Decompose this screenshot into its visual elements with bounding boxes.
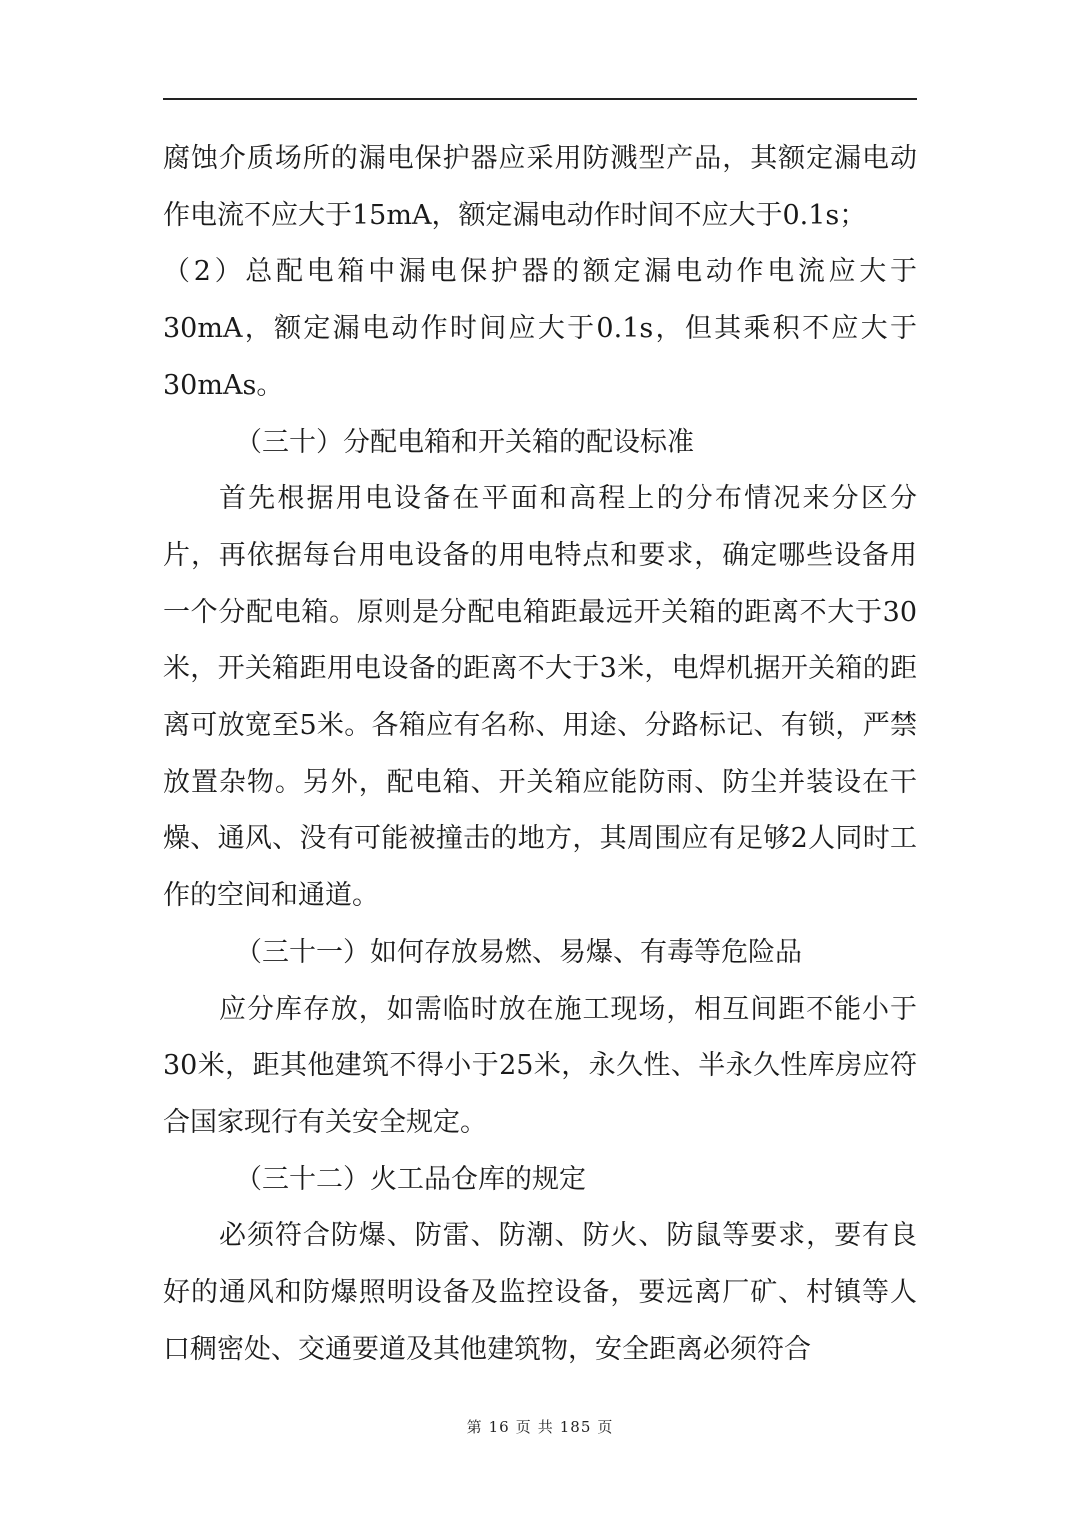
section-heading: （三十二）火工品仓库的规定	[235, 1163, 586, 1195]
footer-total-word: 共	[537, 1418, 554, 1436]
footer-total-pages: 185	[559, 1418, 592, 1436]
footer-current-page: 16	[488, 1418, 510, 1436]
footer-suffix: 页	[597, 1418, 614, 1436]
paragraph: 腐蚀介质场所的漏电保护器应采用防溅型产品，其额定漏电动作电流不应大于15mA，额定漏电动作时间不应大于0.1s；	[163, 143, 917, 231]
section-heading: （三十）分配电箱和开关箱的配设标准	[235, 426, 694, 458]
paragraph: 应分库存放，如需临时放在施工现场，相互间距不能小于30米，距其他建筑不得小于25米，永久性、半永久性库房应符合国家现行有关安全规定。	[163, 993, 917, 1138]
paragraph: 首先根据用电设备在平面和高程上的分布情况来分区分片，再依据每台用电设备的用电特点和要求，确定哪些设备用一个分配电箱。原则是分配电箱距最远开关箱的距离不大于30米，开关箱距用电设备的距离不大于3米，电焊机据开关箱的距离可放宽至5米。各箱应有名称、用途、分路标记、有锁，严禁放置杂物。另外，配电箱、开关箱应能防雨、防尘并装设在干燥、通风、没有可能被撞击的地方，其周围应有足够2人同时工作的空间和通道。	[163, 483, 917, 912]
paragraph: （2）总配电箱中漏电保护器的额定漏电动作电流应大于30mA，额定漏电动作时间应大于0.1s，但其乘积不应大于30mAs。	[163, 256, 917, 401]
section-heading: （三十一）如何存放易燃、易爆、有毒等危险品	[235, 936, 802, 968]
header-rule	[163, 98, 917, 100]
paragraph: 必须符合防爆、防雷、防潮、防火、防鼠等要求，要有良好的通风和防爆照明设备及监控设备，要远离厂矿、村镇等人口稠密处、交通要道及其他建筑物，安全距离必须符合	[163, 1220, 917, 1365]
footer-prefix: 第	[466, 1418, 483, 1436]
footer-page-word: 页	[515, 1418, 532, 1436]
document-body	[163, 131, 917, 1378]
page-footer	[0, 1416, 1080, 1437]
